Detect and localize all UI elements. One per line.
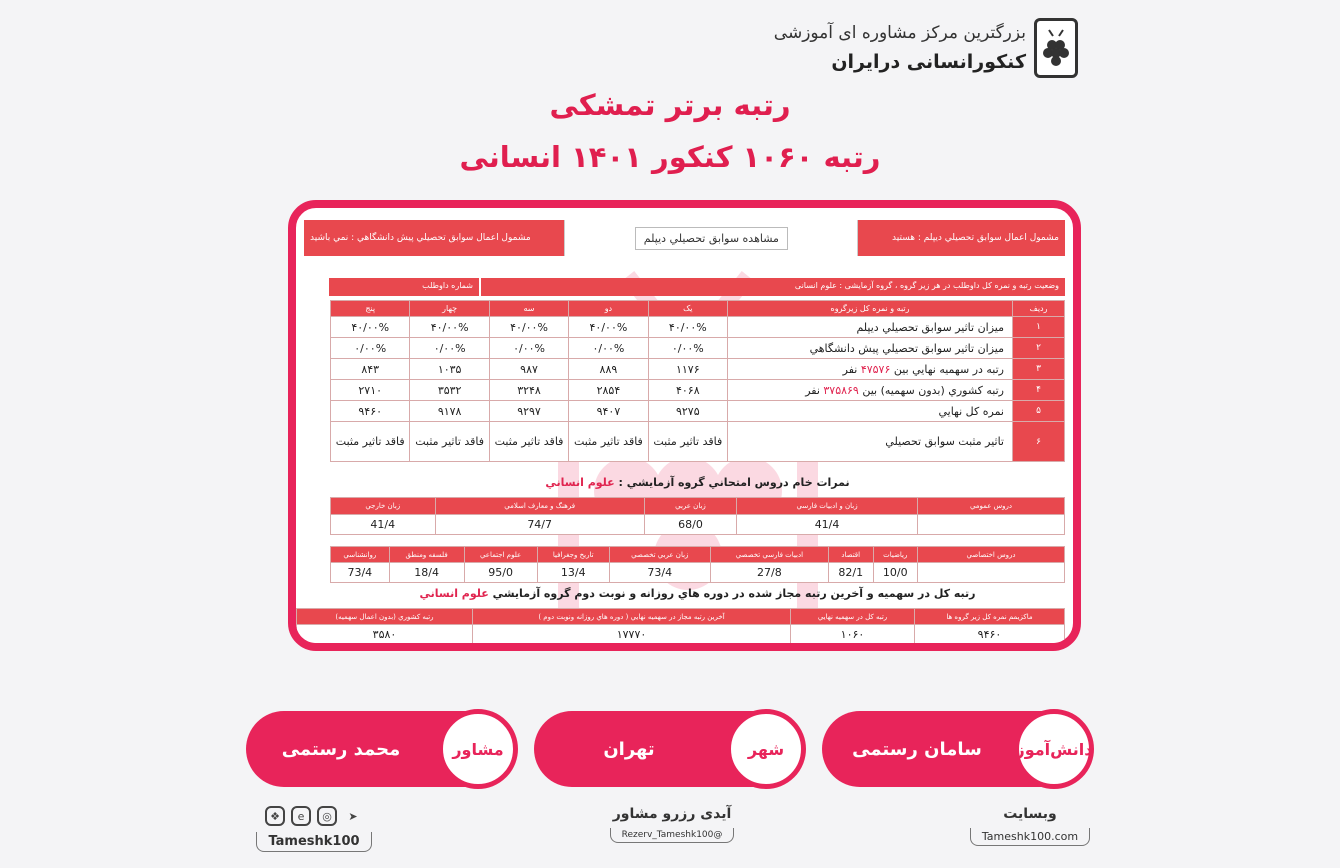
social-icons [256,806,372,826]
table-header: رديف [1013,301,1065,317]
website-footer [970,806,1090,846]
row-label: درصد نمره درس [918,515,1065,535]
row-label: تاثير مثبت سوابق تحصيلي [728,422,1013,462]
table-row [331,380,1065,401]
social-footer [256,806,372,852]
table-header: دروس اختصاصي [918,547,1065,563]
final-rank-heading [330,587,1065,600]
table-header: يک [648,301,727,317]
table-cell: ۱۱۷۶ [648,359,727,380]
table-cell: ۰/۰۰% [489,338,568,359]
counselor-pill [246,711,516,787]
heading-group: علوم انساني [419,587,489,600]
table-header: تاريخ وجغرافيا [537,547,609,563]
table-header: پنج [331,301,410,317]
page-title: رتبه برتر تمشکی [549,88,791,122]
subgroup-rank-table [330,300,1065,462]
reserve-footer [610,806,734,843]
table-cell: ۱۰۳۵ [410,359,489,380]
tameshk-logo-icon [1034,18,1078,78]
row-index: ۵ [1013,401,1065,422]
table-row [331,359,1065,380]
row-label: درصد نمره درس [918,563,1065,583]
table-header: فلسفه ومنطق [389,547,464,563]
table-header: دو [569,301,648,317]
table-cell: ۹۱۷۸ [410,401,489,422]
table-cell: 10/0 [873,563,918,583]
table-cell: ۹۸۷ [489,359,568,380]
website-label: وبسایت [1003,806,1057,822]
table-cell: ۰/۰۰% [648,338,727,359]
status-row [329,278,1065,296]
heading-text: نمرات خام دروس امتحاني گروه آزمايشي : [618,476,850,489]
row-index: ۱ [1013,317,1065,338]
label-text: نفر [805,383,824,397]
table-header: ماکزيمم نمره کل زير گروه ها [915,609,1065,625]
label-text: رتبه در سهميه نهايي بين [890,362,1004,376]
table-row [331,401,1065,422]
table-cell: ۰/۰۰% [331,338,410,359]
label-text: نفر [842,362,861,376]
table-cell: 41/4 [737,515,918,535]
final-rank-table [296,608,1065,645]
table-cell: فاقد تاثير مثبت [648,422,727,462]
table-cell: 13/4 [537,563,609,583]
label-count: ۴۷۵۷۶ [860,362,891,376]
table-header: رتبه کل در سهميه نهايي [791,609,915,625]
heading-text: رتبه کل در سهميه و آخرين رتبه مجاز شده در دوره هاي روزانه و نوبت دوم گروه آزمايشي [492,587,976,600]
student-label: دانش‌آموز [1014,709,1094,789]
heading-group: علوم انساني [545,476,615,489]
table-cell: 68/0 [644,515,736,535]
diploma-status-strip [304,220,1065,256]
row-index: ۲ [1013,338,1065,359]
table-cell: ۱۰۶۰ [791,625,915,645]
table-header: زبان و ادبيات فارسي [737,498,918,515]
reserve-id-link[interactable]: @Rezerv_Tameshk100 [610,828,734,843]
table-cell: ۴۰/۰۰% [648,317,727,338]
table-cell: ۴۰/۰۰% [410,317,489,338]
specialized-courses-table [330,546,1065,583]
result-card [288,200,1081,651]
row-label: ميزان تاثير سوابق تحصيلي ديپلم [728,317,1013,338]
row-index: ۶ [1013,422,1065,462]
table-row [331,422,1065,462]
table-header: اقتصاد [829,547,874,563]
counselor-label: مشاور [438,709,518,789]
table-row [331,563,1065,583]
row-index: ۴ [1013,380,1065,401]
label-text: رتبه کشوري (بدون سهميه) بين [858,383,1004,397]
table-row [331,317,1065,338]
table-cell: ۹۴۶۰ [915,625,1065,645]
table-cell: فاقد تاثير مثبت [331,422,410,462]
table-header: آخرين رتبه مجاز در سهميه نهايي ( دوره هاي روزانه ونوبت دوم ) [473,609,791,625]
table-header: رتبه و نمره کل زيرگروه [728,301,1013,317]
diploma-status-text: مشمول اعمال سوابق تحصيلي ديپلم : هستيد [892,233,1059,243]
table-cell: ۳۲۴۸ [489,380,568,401]
table-cell: ۱۷۷۷۰ [473,625,791,645]
row-label [728,359,1013,380]
raw-scores-heading [330,476,1065,489]
preuniversity-status-text: مشمول اعمال سوابق تحصيلي پيش دانشگاهي : نمي باشيد [310,233,531,243]
table-header: ادبيات فارسي تخصصي [710,547,828,563]
table-header: سه [489,301,568,317]
table-cell: ۲۷۱۰ [331,380,410,401]
status-text: وضعیت رتبه و نمره کل داوطلب در هر زیر گروه ، گروه آزمایشی : علوم انسانی [481,278,1065,296]
brand-name: کنکورانسانی درایران [831,51,1026,73]
counselor-name: محمد رستمی [281,738,401,760]
table-header: دروس عمومي [918,498,1065,515]
table-cell: ۸۴۳ [331,359,410,380]
brand-header [774,18,1078,78]
eitaa-icon[interactable]: e [291,806,311,826]
row-label: ميزان تاثير سوابق تحصيلي پيش دانشگاهي [728,338,1013,359]
table-header: رتبه کشوري (بدون اعمال سهميه) [297,609,473,625]
table-header: رياضيات [873,547,918,563]
website-link[interactable]: Tameshk100.com [970,828,1090,846]
city-name: تهران [603,738,655,760]
table-cell: ۰/۰۰% [569,338,648,359]
table-cell: ۴۰/۰۰% [569,317,648,338]
table-row [331,515,1065,535]
table-cell: فاقد تاثير مثبت [410,422,489,462]
city-pill [534,711,804,787]
row-label: نمره کل نهايي [728,401,1013,422]
table-cell: ۳۵۳۲ [410,380,489,401]
table-cell: ۲۸۵۴ [569,380,648,401]
table-header: فرهنگ و معارف اسلامي [435,498,644,515]
table-cell: ۰/۰۰% [410,338,489,359]
grid-logo-icon[interactable]: ❖ [265,806,285,826]
general-courses-table [330,497,1065,535]
table-header: زبان خارجي [331,498,436,515]
row-label [728,380,1013,401]
candidate-number-label: شماره داوطلب [329,278,479,296]
table-cell: 73/4 [609,563,710,583]
label-count: ۳۷۵۸۶۹ [823,383,859,397]
table-cell: 82/1 [829,563,874,583]
table-cell: فاقد تاثير مثبت [489,422,568,462]
table-cell: ۴۰۶۸ [648,380,727,401]
student-name: سامان رستمی [852,738,982,760]
instagram-icon[interactable]: ◎ [317,806,337,826]
table-cell: 95/0 [464,563,537,583]
table-cell: ۹۲۷۵ [648,401,727,422]
table-cell: 41/4 [331,515,436,535]
telegram-icon[interactable]: ➤ [348,809,358,823]
table-cell: ۹۴۰۷ [569,401,648,422]
table-row [297,625,1065,645]
table-row [331,338,1065,359]
table-cell: ۳۵۸۰ [297,625,473,645]
social-handle[interactable]: Tameshk100 [256,832,372,852]
table-cell: ۴۰/۰۰% [489,317,568,338]
page-subtitle: رتبه ۱۰۶۰ کنکور ۱۴۰۱ انسانی [459,140,881,174]
table-cell: 18/4 [389,563,464,583]
row-index: ۳ [1013,359,1065,380]
table-header: چهار [410,301,489,317]
table-cell: ۹۴۶۰ [331,401,410,422]
table-cell: 27/8 [710,563,828,583]
table-header: علوم اجتماعي [464,547,537,563]
table-cell: 73/4 [331,563,390,583]
table-header: زبان عربي [644,498,736,515]
reserve-label: آیدی رزرو مشاور [612,806,732,822]
table-cell: فاقد تاثير مثبت [569,422,648,462]
table-cell: ۹۲۹۷ [489,401,568,422]
city-label: شهر [726,709,806,789]
table-header: روانشناسي [331,547,390,563]
table-header: زبان عربي تخصصي [609,547,710,563]
table-cell: ۴۰/۰۰% [331,317,410,338]
student-pill [822,711,1092,787]
table-cell: ۸۸۹ [569,359,648,380]
table-cell: 74/7 [435,515,644,535]
brand-tagline: بزرگترین مرکز مشاوره ای آموزشی [773,23,1026,43]
view-diploma-records-button[interactable]: مشاهده سوابق تحصيلي ديپلم [635,227,788,250]
